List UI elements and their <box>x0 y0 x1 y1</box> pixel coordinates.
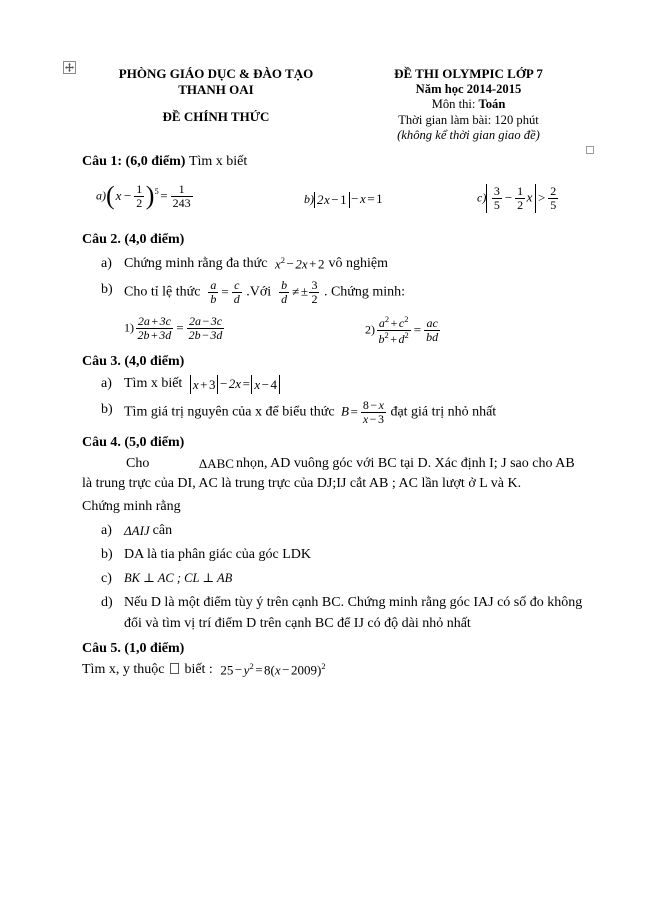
question-1-label: Câu 1: (6,0 điểm) <box>82 154 186 170</box>
item-4b-text: DA là tia phân giác của góc LDK <box>124 546 311 562</box>
item-marker-a: a) <box>101 522 112 538</box>
equation-2b-2: 2) $\frac{a^2 + c^2}{b^2 + d^2}$ = $\frac{ac}{bd}$ <box>365 313 439 346</box>
table-move-handle[interactable] <box>63 61 76 74</box>
expression-2a: $x^2 - 2x + 2$ <box>275 255 325 272</box>
question-3-items <box>82 373 587 426</box>
item-4a-text: cân <box>152 522 173 538</box>
item-marker-b: b) <box>101 546 113 562</box>
question-5-body <box>82 660 587 680</box>
triangle-aij: ΔAIJ <box>124 522 150 538</box>
item-marker-c: c) <box>101 570 112 586</box>
item-3b-text-after: đạt giá trị nhỏ nhất <box>390 405 497 421</box>
item-3b-text-before: Tìm giá trị nguyên của x để biểu thức <box>124 405 335 421</box>
item-5-text-mid: biết : <box>184 662 213 677</box>
table-resize-handle[interactable] <box>586 146 594 154</box>
intro-text-before: Cho <box>126 456 150 472</box>
expression-2b-condition: $\frac{b}{d}$ ≠ ± $\frac{3}{2}$ <box>281 277 318 306</box>
question-1-item-c <box>477 184 560 213</box>
question-4-heading: Câu 4. (5,0 điểm) <box>82 435 185 451</box>
school-year: Năm học 2014-2015 <box>415 81 522 96</box>
item-2a-text-before: Chứng minh rằng đa thức <box>124 256 268 272</box>
question-2-item-b <box>82 279 587 306</box>
subformula-2 <box>365 315 442 346</box>
question-3-item-b <box>82 399 587 426</box>
equation-3a: x + 3 − 2x = x − 4 <box>190 374 280 395</box>
item-marker-b: b) <box>101 282 113 298</box>
question-1-equations <box>82 179 587 221</box>
item-5-text-before: Tìm x, y thuộc <box>82 662 165 677</box>
subject-label: Môn thi: <box>431 97 476 112</box>
question-2-item-a <box>82 253 587 274</box>
question-4-item-b <box>82 544 587 565</box>
question-4-items <box>82 520 587 634</box>
official-label: ĐỀ CHÍNH THỨC <box>162 108 270 124</box>
exam-duration: Thời gian làm bài: 120 phút <box>398 112 539 127</box>
question-4-intro-last: Chứng minh rằng <box>82 499 181 515</box>
question-1-heading <box>82 154 587 170</box>
question-4-item-d <box>82 592 587 634</box>
intro-text-after: nhọn, AD vuông góc với BC tại D. Xác định I; J sao cho AB là trung trực của DI, AC là trung trực của DJ;IJ cắt AB ; AC lần lượt ở L và K. <box>82 456 575 492</box>
document-content <box>82 66 587 680</box>
question-4-intro <box>82 454 587 494</box>
equation-3b: B = $\frac{8 - x}{x - 3}$ <box>341 397 384 426</box>
question-5-heading: Câu 5. (1,0 điểm) <box>82 640 185 656</box>
question-1-item-a <box>96 183 194 210</box>
organization-line-1: PHÒNG GIÁO DỤC & ĐÀO TẠO <box>118 66 314 81</box>
equation-5: $25 - y^2 = 8(x - 2009)^2$ <box>220 660 326 678</box>
triangle-abc: ΔABC <box>198 455 234 471</box>
missing-glyph-box-icon <box>170 663 179 674</box>
question-3-item-a <box>82 373 587 394</box>
subject-line <box>350 97 587 112</box>
header-right-block <box>350 66 587 143</box>
equation-1a: a)(x − $\frac{1}{2}$ )$^5$ = $\frac{1}{243}$ <box>96 181 191 211</box>
item-2a-text-after: vô nghiệm <box>328 256 388 272</box>
subject-value: Toán <box>478 97 506 112</box>
equation-1b: b) 2x − 1 − x = 1 <box>304 190 383 207</box>
question-2-subformulas <box>82 313 587 349</box>
item-2b-text-mid: .Với <box>246 284 272 300</box>
document-header <box>82 66 587 143</box>
subformula-1 <box>124 315 226 342</box>
equation-2b-1: 1) $\frac{2a + 3c}{2b + 3d}$ = $\frac{2a - 3c}{2b - 3d}$ <box>124 313 223 342</box>
equation-1c: c) $\frac{3}{5}$ − $\frac{1}{2}$ x > $\frac{2}{5}$ <box>477 183 557 212</box>
item-marker-b: b) <box>101 402 113 418</box>
question-1-item-b <box>304 190 383 208</box>
item-marker-a: a) <box>101 376 112 392</box>
equation-4c: BK ⊥ AC ; CL ⊥ AB <box>124 571 233 586</box>
expression-2b-ratio: $\frac{a}{b}$ = $\frac{c}{d}$ <box>210 277 240 306</box>
question-4-item-a <box>82 520 587 541</box>
item-marker-d: d) <box>101 594 113 610</box>
item-4d-text: Nếu D là một điểm tùy ý trên cạnh BC. Chứng minh rằng góc IAJ có số đo không đổi và tìm vị trí điểm D trên cạnh BC để IJ có độ dài nhỏ nhất <box>124 594 583 631</box>
question-2-heading: Câu 2. (4,0 điểm) <box>82 232 185 248</box>
exam-title: ĐỀ THI OLYMPIC LỚP 7 <box>394 66 543 81</box>
item-2b-text-after: . Chứng minh: <box>323 284 406 300</box>
organization-line-2: THANH OAI <box>178 81 254 97</box>
question-1-instruction: Tìm x biết <box>188 154 248 170</box>
item-2b-text-before: Cho tỉ lệ thức <box>124 284 201 300</box>
item-marker-a: a) <box>101 256 112 272</box>
question-3-heading: Câu 3. (4,0 điểm) <box>82 354 185 370</box>
header-left-block <box>82 66 350 143</box>
item-3a-text: Tìm x biết <box>124 376 183 392</box>
exam-note: (không kể thời gian giao đề) <box>397 127 540 142</box>
question-2-items <box>82 253 587 306</box>
move-arrows-icon <box>64 62 75 73</box>
question-4-item-c <box>82 568 587 589</box>
